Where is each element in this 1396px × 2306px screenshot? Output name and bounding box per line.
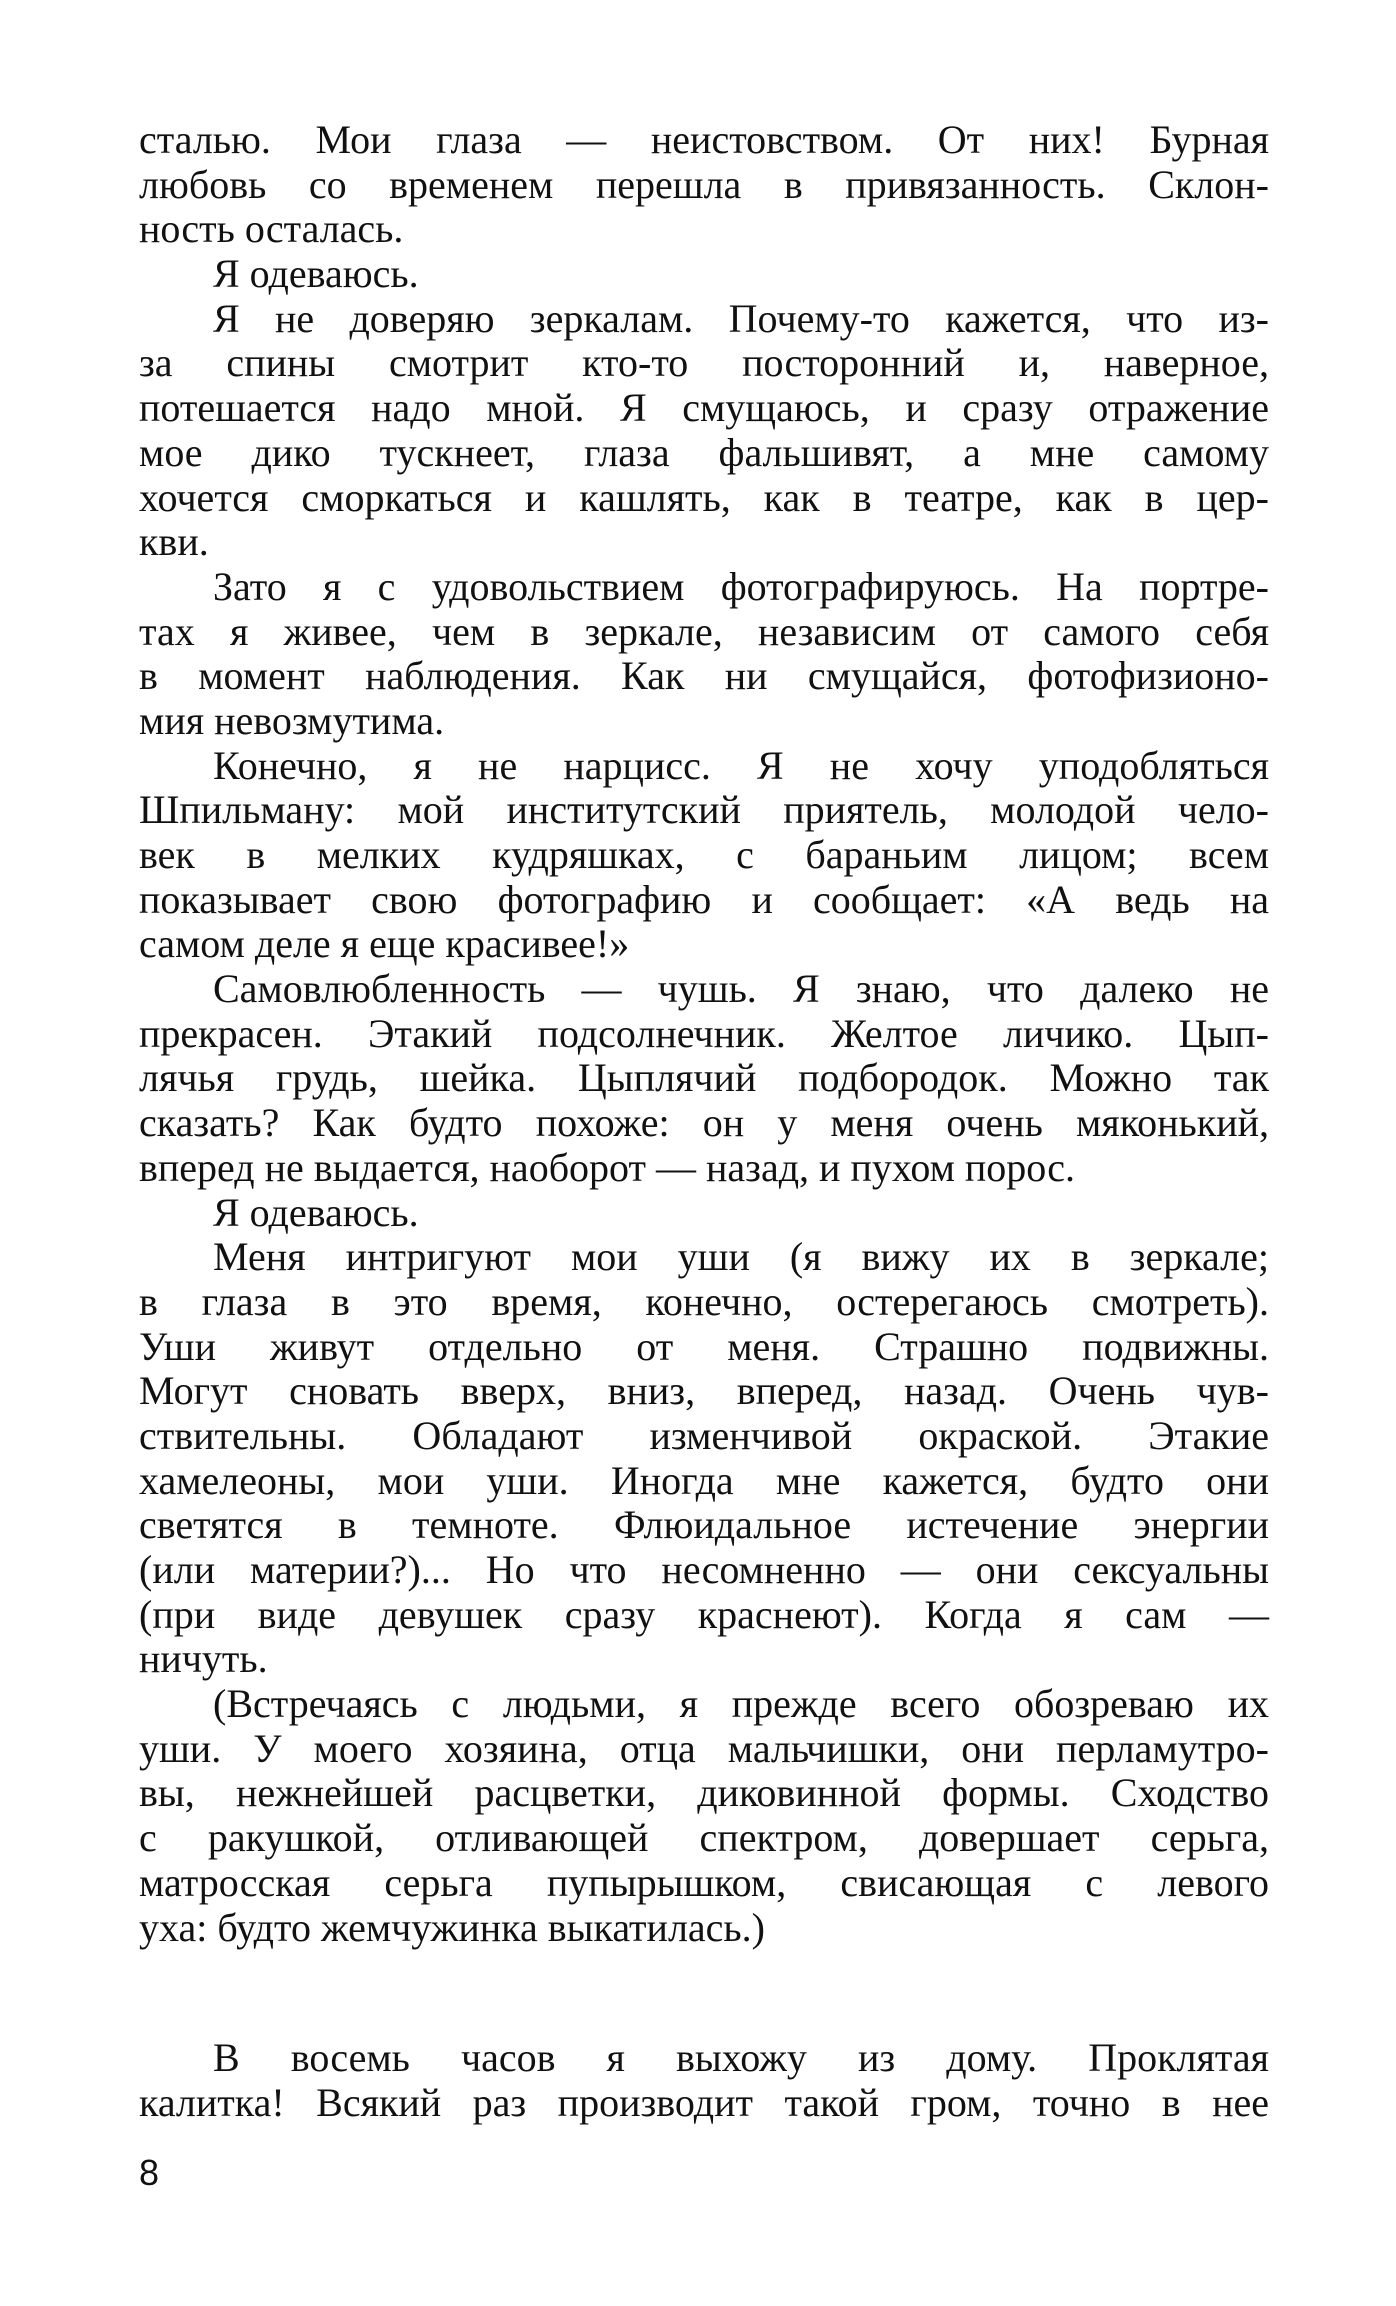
text-section xyxy=(139,118,1269,1950)
text-line: мия невозмутима. xyxy=(139,697,445,743)
text-line: сталью. Мои глаза — неистовством. От них! Бурная xyxy=(139,117,1269,162)
text-line: В восемь часов я выхожу из дому. Проклятая xyxy=(213,2035,1269,2081)
text-line: хочется сморкаться и кашлять, как в театре, как в цер- xyxy=(139,474,1269,520)
text-line: светятся в темноте. Флюидальное истечение энергии xyxy=(139,1502,1269,1548)
text-section xyxy=(139,2036,1269,2125)
page-body xyxy=(139,118,1269,2126)
text-line: Меня интригуют мои уши (я вижу их в зеркале; xyxy=(213,1234,1269,1280)
text-line: Уши живут отдельно от меня. Страшно подвижны. xyxy=(139,1323,1269,1369)
text-line: уши. У моего хозяина, отца мальчишки, они перламутро- xyxy=(139,1725,1269,1771)
paragraph xyxy=(139,565,1269,744)
text-line: матросская серьга пупырышком, свисающая с левого xyxy=(139,1859,1269,1905)
text-line: хамелеоны, мои уши. Иногда мне кажется, будто они xyxy=(139,1457,1269,1503)
text-line: тах я живее, чем в зеркале, независим от самого себя xyxy=(139,608,1269,654)
text-line: Зато я с удовольствием фотографируюсь. На портре- xyxy=(213,563,1269,609)
text-line: показывает свою фотографию и сообщает: «А ведь на xyxy=(139,876,1269,922)
text-line: век в мелких кудряшках, с бараньим лицом; всем xyxy=(139,832,1269,877)
text-line: Шпильману: мой институтский приятель, молодой чело- xyxy=(139,787,1269,833)
text-line: прекрасен. Этакий подсолнечник. Желтое личико. Цып- xyxy=(139,1010,1269,1056)
paragraph xyxy=(139,297,1269,565)
text-line: Самовлюбленность — чушь. Я знаю, что далеко не xyxy=(213,966,1269,1012)
text-line: за спины смотрит кто-то посторонний и, наверное, xyxy=(139,340,1269,386)
page-number: 8 xyxy=(139,2152,160,2193)
text-line: любовь со временем перешла в привязанность. Склон- xyxy=(139,161,1269,207)
text-line: лячья грудь, шейка. Цыплячий подбородок. Можно так xyxy=(139,1055,1269,1101)
section-break xyxy=(139,1950,1269,2036)
text-line: ность осталась. xyxy=(139,206,404,252)
text-line: кви. xyxy=(139,519,209,565)
text-line: мое дико тускнеет, глаза фальшивят, а мне самому xyxy=(139,429,1269,475)
paragraph xyxy=(139,1682,1269,1950)
text-line: самом деле я еще красивее!» xyxy=(139,921,630,967)
text-line: потешается надо мной. Я смущаюсь, и сразу отражение xyxy=(139,385,1269,431)
text-line: Могут сновать вверх, вниз, вперед, назад. Очень чув- xyxy=(139,1368,1269,1414)
text-line: в момент наблюдения. Как ни смущайся, фотофизионо- xyxy=(139,653,1269,699)
paragraph xyxy=(139,1191,1269,1236)
text-line: ничуть. xyxy=(139,1636,268,1682)
text-line: Я одеваюсь. xyxy=(213,1189,419,1235)
text-line: (при виде девушек сразу краснеют). Когда я сам — xyxy=(139,1591,1269,1637)
text-line: Конечно, я не нарцисс. Я не хочу уподобляться xyxy=(213,742,1269,788)
paragraph xyxy=(139,744,1269,967)
text-line: уха: будто жемчужинка выкатилась.) xyxy=(139,1904,765,1950)
text-line: калитка! Всякий раз производит такой гром, точно в нее xyxy=(139,2079,1269,2125)
text-line: Я не доверяю зеркалам. Почему-то кажется, что из- xyxy=(213,295,1269,341)
text-line: вы, нежнейшей расцветки, диковинной формы. Сходство xyxy=(139,1770,1269,1816)
text-line: в глаза в это время, конечно, остерегаюсь смотреть). xyxy=(139,1278,1269,1324)
text-line: (Встречаясь с людьми, я прежде всего обозреваю их xyxy=(213,1681,1269,1727)
paragraph xyxy=(139,2036,1269,2125)
text-line: сказать? Как будто похоже: он у меня очень мяконький, xyxy=(139,1100,1269,1146)
paragraph xyxy=(139,1235,1269,1682)
paragraph xyxy=(139,967,1269,1190)
text-line: Я одеваюсь. xyxy=(213,251,419,297)
text-line: с ракушкой, отливающей спектром, довершает серьга, xyxy=(139,1815,1269,1861)
paragraph xyxy=(139,252,1269,297)
text-line: ствительны. Обладают изменчивой окраской. Этакие xyxy=(139,1412,1269,1458)
text-line: (или материи?)... Но что несомненно — они сексуальны xyxy=(139,1547,1269,1592)
text-line: вперед не выдается, наоборот — назад, и пухом порос. xyxy=(139,1144,1076,1190)
paragraph xyxy=(139,118,1269,252)
